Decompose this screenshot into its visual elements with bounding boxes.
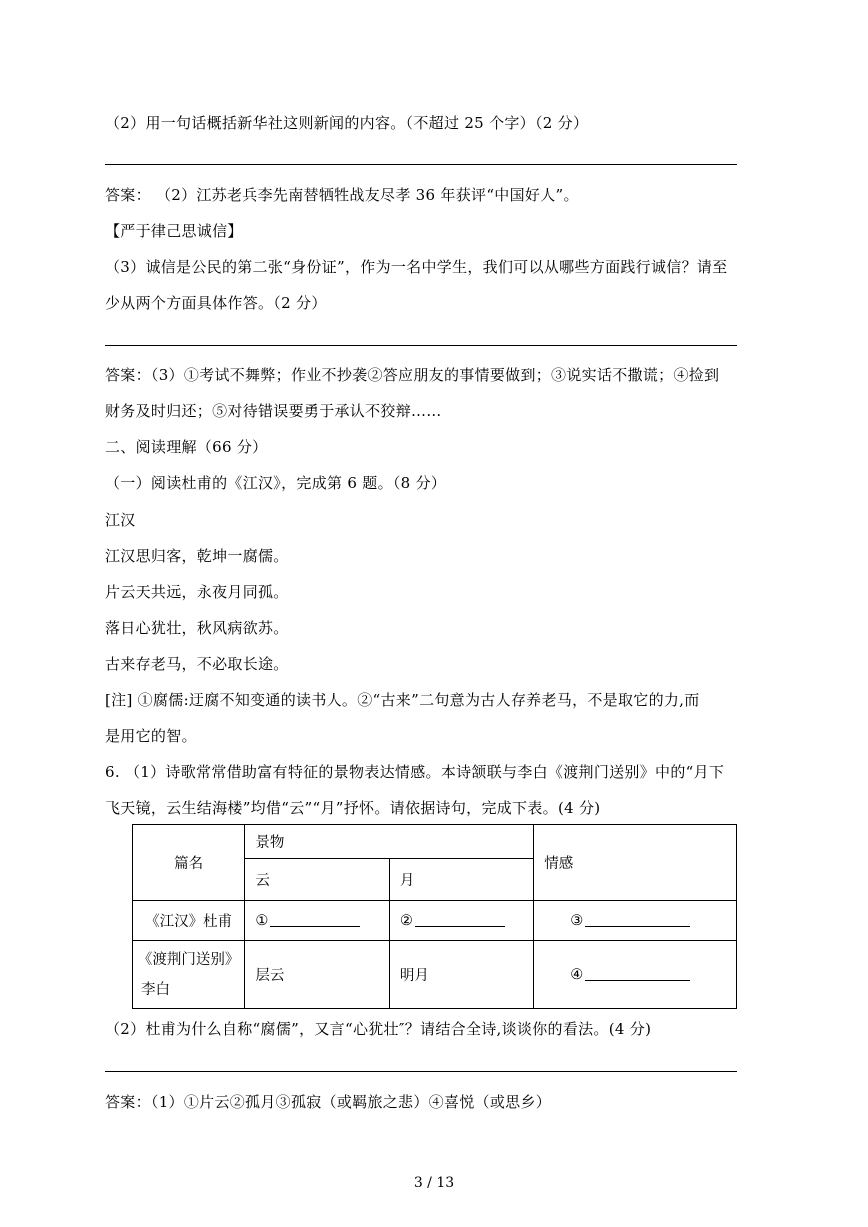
part-heading: 二、阅读理解（66 分）	[105, 438, 268, 456]
table-cell-emotion[interactable]: ③	[534, 901, 737, 941]
table-row	[133, 901, 737, 941]
answer-table	[132, 824, 737, 1009]
answer-line	[105, 164, 737, 165]
table-cell-moon: 明月	[389, 941, 533, 1009]
table-subheader-moon: 月	[389, 859, 533, 901]
table-subheader-cloud: 云	[245, 859, 389, 901]
question-6-line2: 飞天镜，云生结海楼”均借“云”“月”抒怀。请依据诗句，完成下表。(4 分)	[105, 799, 601, 817]
poem-line: 片云天共远，永夜月同孤。	[105, 583, 289, 601]
question-6-line1: 6. （1）诗歌常常借助富有特征的景物表达情感。本诗颔联与李白《渡荆门送别》中的“月下	[105, 763, 725, 781]
fill-blank[interactable]	[270, 912, 360, 927]
question-3-line1: （3）诚信是公民的第二张“身份证”，作为一名中学生，我们可以从哪些方面践行诚信？请至	[105, 258, 728, 276]
table-cell-cloud[interactable]: ①	[245, 901, 389, 941]
table-cell-moon[interactable]: ②	[389, 901, 533, 941]
subpart-heading: （一）阅读杜甫的《江汉》，完成第 6 题。（8 分）	[105, 474, 447, 492]
poem-line: 落日心犹壮，秋风病欲苏。	[105, 619, 289, 637]
question-2: （2）用一句话概括新华社这则新闻的内容。（不超过 25 个字）（2 分）	[105, 114, 589, 132]
answer-3-line2: 财务及时归还；⑤对待错误要勇于承认不狡辩……	[105, 402, 442, 420]
table-cell-cloud: 层云	[245, 941, 389, 1009]
question-6b: （2）杜甫为什么自称“腐儒”，又言“心犹壮″？请结合全诗,谈谈你的看法。(4 分)	[105, 1020, 652, 1038]
table-row	[133, 941, 737, 1009]
poem-line: 江汉思归客，乾坤一腐儒。	[105, 547, 289, 565]
table-cell-title: 《江汉》杜甫	[133, 901, 245, 941]
question-3-line2: 少从两个方面具体作答。（2 分）	[105, 294, 327, 312]
section-heading: 【严于律己思诚信】	[105, 222, 243, 240]
note-line2: 是用它的智。	[105, 727, 197, 745]
fill-blank[interactable]	[585, 966, 690, 981]
poem-title: 江汉	[105, 511, 136, 529]
answer-line	[105, 345, 737, 346]
answer-6: 答案：（1）①片云②孤月③孤寂（或羁旅之悲）④喜悦（或思乡）	[105, 1093, 552, 1111]
poem-line: 古来存老马，不必取长途。	[105, 655, 289, 673]
fill-blank[interactable]	[415, 912, 505, 927]
note-line1: [注] ①腐儒:迂腐不知变通的读书人。②“古来”二句意为古人存养老马，不是取它的力,而	[105, 691, 700, 709]
table-cell-emotion[interactable]: ④	[534, 941, 737, 1009]
table-header-emotion: 情感	[534, 825, 737, 901]
table-header-title: 篇名	[133, 825, 245, 901]
table-cell-title: 《渡荆门送别》 李白	[133, 941, 245, 1009]
answer-2: 答案： （2）江苏老兵李先南替牺牲战友尽孝 36 年获评“中国好人”。	[105, 186, 579, 204]
fill-blank[interactable]	[585, 912, 690, 927]
page-number: 3 / 13	[413, 1175, 455, 1191]
answer-3-line1: 答案：（3）①考试不舞弊；作业不抄袭②答应朋友的事情要做到；③说实话不撒谎；④捡到	[105, 366, 720, 384]
answer-line	[105, 1071, 737, 1072]
table-header-scene: 景物	[245, 825, 534, 859]
